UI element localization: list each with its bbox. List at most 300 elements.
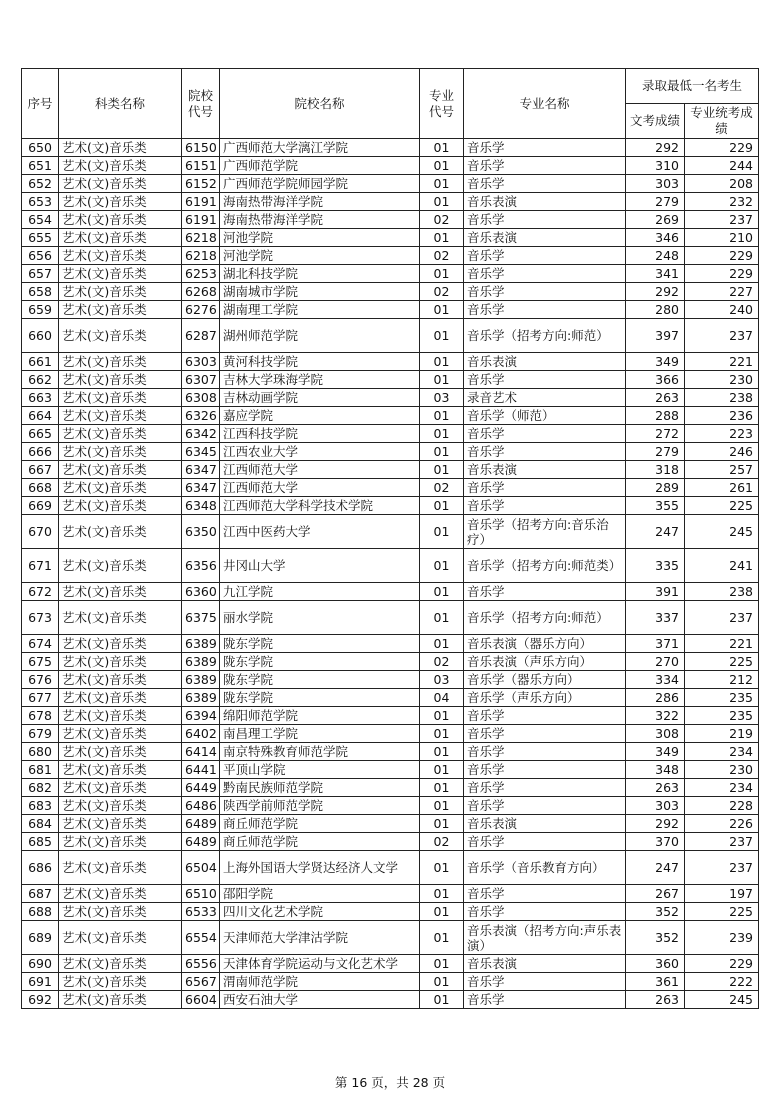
- cell-pro-score: 208: [685, 175, 759, 193]
- cell-school-name: 江西中医药大学: [220, 515, 420, 549]
- cell-seq: 665: [22, 425, 59, 443]
- cell-major-name: 音乐表演: [464, 461, 626, 479]
- cell-school-name: 湖南理工学院: [220, 301, 420, 319]
- cell-category: 艺术(文)音乐类: [59, 497, 182, 515]
- cell-category: 艺术(文)音乐类: [59, 635, 182, 653]
- cell-major-name: 音乐学: [464, 973, 626, 991]
- table-row: [22, 425, 759, 443]
- cell-pro-score: 239: [685, 921, 759, 955]
- cell-major-code: 01: [420, 371, 464, 389]
- table-row: [22, 815, 759, 833]
- cell-culture-score: 269: [626, 211, 685, 229]
- cell-school-name: 河池学院: [220, 229, 420, 247]
- cell-seq: 673: [22, 601, 59, 635]
- cell-school-name: 九江学院: [220, 583, 420, 601]
- cell-category: 艺术(文)音乐类: [59, 389, 182, 407]
- cell-school-name: 海南热带海洋学院: [220, 193, 420, 211]
- cell-category: 艺术(文)音乐类: [59, 955, 182, 973]
- cell-culture-score: 318: [626, 461, 685, 479]
- cell-major-name: 音乐表演: [464, 353, 626, 371]
- cell-school-name: 吉林大学珠海学院: [220, 371, 420, 389]
- cell-category: 艺术(文)音乐类: [59, 479, 182, 497]
- cell-major-name: 音乐学（师范）: [464, 407, 626, 425]
- cell-major-code: 02: [420, 211, 464, 229]
- cell-culture-score: 370: [626, 833, 685, 851]
- cell-major-code: 01: [420, 407, 464, 425]
- cell-seq: 654: [22, 211, 59, 229]
- cell-school-code: 6414: [182, 743, 220, 761]
- cell-category: 艺术(文)音乐类: [59, 885, 182, 903]
- cell-seq: 658: [22, 283, 59, 301]
- table-row: [22, 601, 759, 635]
- cell-seq: 679: [22, 725, 59, 743]
- cell-school-code: 6151: [182, 157, 220, 175]
- header-culture-score: 文考成绩: [626, 104, 685, 139]
- cell-culture-score: 247: [626, 851, 685, 885]
- cell-major-name: 音乐表演: [464, 955, 626, 973]
- cell-major-code: 01: [420, 743, 464, 761]
- cell-category: 艺术(文)音乐类: [59, 743, 182, 761]
- cell-school-code: 6348: [182, 497, 220, 515]
- table-row: [22, 443, 759, 461]
- table-row: [22, 283, 759, 301]
- cell-major-code: 01: [420, 193, 464, 211]
- cell-school-name: 陇东学院: [220, 671, 420, 689]
- table-row: [22, 903, 759, 921]
- cell-major-code: 01: [420, 175, 464, 193]
- cell-culture-score: 263: [626, 991, 685, 1009]
- cell-school-name: 四川文化艺术学院: [220, 903, 420, 921]
- cell-major-name: 音乐学: [464, 425, 626, 443]
- table-row: [22, 635, 759, 653]
- cell-culture-score: 272: [626, 425, 685, 443]
- cell-seq: 670: [22, 515, 59, 549]
- cell-school-code: 6389: [182, 689, 220, 707]
- cell-major-code: 04: [420, 689, 464, 707]
- cell-seq: 678: [22, 707, 59, 725]
- cell-category: 艺术(文)音乐类: [59, 689, 182, 707]
- cell-school-name: 天津师范大学津沽学院: [220, 921, 420, 955]
- cell-major-code: 03: [420, 671, 464, 689]
- table-row: [22, 175, 759, 193]
- cell-seq: 662: [22, 371, 59, 389]
- cell-school-code: 6218: [182, 247, 220, 265]
- cell-culture-score: 341: [626, 265, 685, 283]
- cell-school-code: 6152: [182, 175, 220, 193]
- table-row: [22, 851, 759, 885]
- cell-major-name: 音乐学: [464, 761, 626, 779]
- header-school-name: 院校名称: [220, 69, 420, 139]
- cell-category: 艺术(文)音乐类: [59, 371, 182, 389]
- cell-major-name: 音乐学（招考方向:师范类）: [464, 549, 626, 583]
- cell-major-code: 02: [420, 833, 464, 851]
- cell-category: 艺术(文)音乐类: [59, 443, 182, 461]
- cell-school-code: 6389: [182, 635, 220, 653]
- header-min-score-group: 录取最低一名考生: [626, 69, 759, 104]
- cell-major-code: 01: [420, 955, 464, 973]
- cell-school-code: 6268: [182, 283, 220, 301]
- cell-major-name: 音乐表演: [464, 193, 626, 211]
- cell-pro-score: 226: [685, 815, 759, 833]
- cell-school-name: 天津体育学院运动与文化艺术学: [220, 955, 420, 973]
- cell-major-code: 01: [420, 515, 464, 549]
- cell-seq: 688: [22, 903, 59, 921]
- cell-seq: 672: [22, 583, 59, 601]
- cell-culture-score: 270: [626, 653, 685, 671]
- cell-seq: 687: [22, 885, 59, 903]
- cell-culture-score: 335: [626, 549, 685, 583]
- cell-culture-score: 289: [626, 479, 685, 497]
- table-row: [22, 885, 759, 903]
- table-row: [22, 653, 759, 671]
- cell-school-name: 江西农业大学: [220, 443, 420, 461]
- cell-school-code: 6150: [182, 139, 220, 157]
- cell-pro-score: 245: [685, 991, 759, 1009]
- cell-school-code: 6307: [182, 371, 220, 389]
- header-category: 科类名称: [59, 69, 182, 139]
- table-row: [22, 407, 759, 425]
- cell-major-name: 音乐学（器乐方向）: [464, 671, 626, 689]
- cell-pro-score: 245: [685, 515, 759, 549]
- cell-culture-score: 247: [626, 515, 685, 549]
- cell-major-code: 01: [420, 601, 464, 635]
- cell-school-code: 6356: [182, 549, 220, 583]
- cell-pro-score: 237: [685, 833, 759, 851]
- cell-major-code: 01: [420, 761, 464, 779]
- cell-school-name: 广西师范大学漓江学院: [220, 139, 420, 157]
- table-row: [22, 139, 759, 157]
- cell-major-name: 音乐学: [464, 211, 626, 229]
- table-row: [22, 689, 759, 707]
- cell-school-name: 渭南师范学院: [220, 973, 420, 991]
- cell-school-name: 陇东学院: [220, 635, 420, 653]
- cell-seq: 686: [22, 851, 59, 885]
- cell-major-code: 01: [420, 815, 464, 833]
- cell-category: 艺术(文)音乐类: [59, 515, 182, 549]
- cell-category: 艺术(文)音乐类: [59, 461, 182, 479]
- cell-school-code: 6402: [182, 725, 220, 743]
- cell-major-code: 02: [420, 479, 464, 497]
- cell-category: 艺术(文)音乐类: [59, 797, 182, 815]
- cell-school-code: 6347: [182, 461, 220, 479]
- cell-pro-score: 261: [685, 479, 759, 497]
- cell-pro-score: 210: [685, 229, 759, 247]
- cell-culture-score: 355: [626, 497, 685, 515]
- cell-category: 艺术(文)音乐类: [59, 283, 182, 301]
- cell-category: 艺术(文)音乐类: [59, 991, 182, 1009]
- cell-school-code: 6360: [182, 583, 220, 601]
- cell-school-code: 6345: [182, 443, 220, 461]
- cell-category: 艺术(文)音乐类: [59, 851, 182, 885]
- cell-culture-score: 308: [626, 725, 685, 743]
- cell-culture-score: 346: [626, 229, 685, 247]
- cell-school-code: 6303: [182, 353, 220, 371]
- cell-school-code: 6350: [182, 515, 220, 549]
- header-major-name: 专业名称: [464, 69, 626, 139]
- cell-school-name: 绵阳师范学院: [220, 707, 420, 725]
- cell-school-code: 6394: [182, 707, 220, 725]
- cell-culture-score: 348: [626, 761, 685, 779]
- cell-pro-score: 246: [685, 443, 759, 461]
- cell-school-name: 陇东学院: [220, 653, 420, 671]
- cell-category: 艺术(文)音乐类: [59, 319, 182, 353]
- table-row: [22, 301, 759, 319]
- cell-school-code: 6504: [182, 851, 220, 885]
- table-row: [22, 671, 759, 689]
- cell-major-name: 音乐学: [464, 885, 626, 903]
- cell-category: 艺术(文)音乐类: [59, 653, 182, 671]
- cell-culture-score: 361: [626, 973, 685, 991]
- cell-category: 艺术(文)音乐类: [59, 139, 182, 157]
- cell-culture-score: 334: [626, 671, 685, 689]
- cell-culture-score: 292: [626, 139, 685, 157]
- cell-category: 艺术(文)音乐类: [59, 229, 182, 247]
- cell-major-name: 音乐学: [464, 443, 626, 461]
- cell-pro-score: 229: [685, 955, 759, 973]
- cell-category: 艺术(文)音乐类: [59, 425, 182, 443]
- table-row: [22, 743, 759, 761]
- cell-school-name: 河池学院: [220, 247, 420, 265]
- cell-culture-score: 303: [626, 175, 685, 193]
- cell-pro-score: 238: [685, 389, 759, 407]
- cell-category: 艺术(文)音乐类: [59, 193, 182, 211]
- cell-major-name: 音乐学: [464, 479, 626, 497]
- cell-category: 艺术(文)音乐类: [59, 301, 182, 319]
- cell-major-code: 01: [420, 443, 464, 461]
- cell-pro-score: 223: [685, 425, 759, 443]
- table-row: [22, 229, 759, 247]
- cell-category: 艺术(文)音乐类: [59, 833, 182, 851]
- cell-major-code: 01: [420, 707, 464, 725]
- cell-major-name: 音乐学: [464, 497, 626, 515]
- cell-major-name: 音乐学: [464, 247, 626, 265]
- cell-major-name: 音乐学: [464, 283, 626, 301]
- cell-school-name: 江西师范大学: [220, 461, 420, 479]
- cell-pro-score: 221: [685, 353, 759, 371]
- cell-major-code: 01: [420, 301, 464, 319]
- cell-major-name: 音乐学: [464, 779, 626, 797]
- cell-seq: 653: [22, 193, 59, 211]
- cell-seq: 668: [22, 479, 59, 497]
- cell-major-name: 音乐学: [464, 157, 626, 175]
- cell-seq: 656: [22, 247, 59, 265]
- cell-seq: 650: [22, 139, 59, 157]
- cell-seq: 675: [22, 653, 59, 671]
- cell-school-name: 丽水学院: [220, 601, 420, 635]
- cell-major-code: 01: [420, 885, 464, 903]
- cell-major-code: 01: [420, 353, 464, 371]
- cell-pro-score: 237: [685, 851, 759, 885]
- cell-school-name: 海南热带海洋学院: [220, 211, 420, 229]
- cell-major-code: 01: [420, 903, 464, 921]
- cell-school-code: 6326: [182, 407, 220, 425]
- cell-major-code: 02: [420, 247, 464, 265]
- cell-major-code: 01: [420, 425, 464, 443]
- table-row: [22, 549, 759, 583]
- cell-culture-score: 397: [626, 319, 685, 353]
- cell-major-code: 01: [420, 157, 464, 175]
- cell-culture-score: 360: [626, 955, 685, 973]
- cell-seq: 674: [22, 635, 59, 653]
- table-row: [22, 193, 759, 211]
- cell-seq: 683: [22, 797, 59, 815]
- cell-culture-score: 303: [626, 797, 685, 815]
- cell-pro-score: 235: [685, 689, 759, 707]
- cell-major-name: 音乐学: [464, 301, 626, 319]
- cell-school-name: 平顶山学院: [220, 761, 420, 779]
- cell-major-name: 音乐学: [464, 707, 626, 725]
- cell-major-code: 01: [420, 549, 464, 583]
- cell-major-name: 音乐学: [464, 371, 626, 389]
- cell-school-code: 6375: [182, 601, 220, 635]
- table-row: [22, 515, 759, 549]
- table-row: [22, 211, 759, 229]
- cell-major-name: 音乐表演（招考方向:声乐表演）: [464, 921, 626, 955]
- cell-culture-score: 349: [626, 743, 685, 761]
- cell-major-code: 01: [420, 635, 464, 653]
- cell-pro-score: 238: [685, 583, 759, 601]
- cell-culture-score: 322: [626, 707, 685, 725]
- cell-culture-score: 263: [626, 779, 685, 797]
- cell-school-name: 江西科技学院: [220, 425, 420, 443]
- cell-pro-score: 225: [685, 903, 759, 921]
- cell-major-name: 音乐学（音乐教育方向）: [464, 851, 626, 885]
- cell-school-code: 6449: [182, 779, 220, 797]
- header-pro-score: 专业统考成绩: [685, 104, 759, 139]
- cell-major-code: 01: [420, 851, 464, 885]
- cell-school-code: 6533: [182, 903, 220, 921]
- cell-school-name: 黔南民族师范学院: [220, 779, 420, 797]
- cell-major-name: 音乐表演: [464, 229, 626, 247]
- cell-pro-score: 212: [685, 671, 759, 689]
- cell-major-name: 音乐学（招考方向:师范）: [464, 319, 626, 353]
- cell-category: 艺术(文)音乐类: [59, 761, 182, 779]
- cell-culture-score: 292: [626, 283, 685, 301]
- cell-school-code: 6191: [182, 211, 220, 229]
- cell-culture-score: 280: [626, 301, 685, 319]
- cell-school-code: 6489: [182, 815, 220, 833]
- cell-pro-score: 237: [685, 319, 759, 353]
- cell-category: 艺术(文)音乐类: [59, 707, 182, 725]
- cell-culture-score: 310: [626, 157, 685, 175]
- cell-school-code: 6567: [182, 973, 220, 991]
- table-row: [22, 461, 759, 479]
- cell-culture-score: 288: [626, 407, 685, 425]
- cell-school-name: 江西师范大学: [220, 479, 420, 497]
- cell-major-name: 音乐学: [464, 725, 626, 743]
- cell-major-name: 音乐学: [464, 903, 626, 921]
- table-row: [22, 707, 759, 725]
- cell-seq: 671: [22, 549, 59, 583]
- table-row: [22, 389, 759, 407]
- page-footer: 第 16 页，共 28 页: [334, 1075, 446, 1090]
- cell-school-name: 陇东学院: [220, 689, 420, 707]
- table-row: [22, 921, 759, 955]
- cell-seq: 681: [22, 761, 59, 779]
- cell-school-code: 6287: [182, 319, 220, 353]
- cell-culture-score: 292: [626, 815, 685, 833]
- cell-category: 艺术(文)音乐类: [59, 779, 182, 797]
- cell-pro-score: 225: [685, 653, 759, 671]
- cell-school-name: 江西师范大学科学技术学院: [220, 497, 420, 515]
- cell-major-name: 音乐学: [464, 797, 626, 815]
- cell-major-code: 02: [420, 653, 464, 671]
- table-row: [22, 157, 759, 175]
- cell-seq: 664: [22, 407, 59, 425]
- cell-major-code: 01: [420, 779, 464, 797]
- header-school-code: 院校代号: [182, 69, 220, 139]
- cell-school-name: 湖州师范学院: [220, 319, 420, 353]
- cell-pro-score: 257: [685, 461, 759, 479]
- cell-major-code: 03: [420, 389, 464, 407]
- cell-school-name: 嘉应学院: [220, 407, 420, 425]
- cell-major-code: 01: [420, 265, 464, 283]
- cell-school-name: 邵阳学院: [220, 885, 420, 903]
- cell-major-code: 01: [420, 921, 464, 955]
- cell-seq: 692: [22, 991, 59, 1009]
- cell-culture-score: 371: [626, 635, 685, 653]
- cell-school-code: 6489: [182, 833, 220, 851]
- cell-seq: 691: [22, 973, 59, 991]
- cell-category: 艺术(文)音乐类: [59, 247, 182, 265]
- cell-culture-score: 391: [626, 583, 685, 601]
- cell-category: 艺术(文)音乐类: [59, 549, 182, 583]
- cell-school-name: 吉林动画学院: [220, 389, 420, 407]
- table-row: [22, 583, 759, 601]
- cell-major-name: 音乐学: [464, 139, 626, 157]
- cell-major-name: 音乐学: [464, 991, 626, 1009]
- cell-pro-score: 241: [685, 549, 759, 583]
- cell-major-name: 音乐学: [464, 743, 626, 761]
- cell-school-name: 井冈山大学: [220, 549, 420, 583]
- cell-major-code: 01: [420, 583, 464, 601]
- cell-school-name: 黄河科技学院: [220, 353, 420, 371]
- cell-school-name: 商丘师范学院: [220, 815, 420, 833]
- cell-pro-score: 230: [685, 371, 759, 389]
- cell-seq: 682: [22, 779, 59, 797]
- cell-seq: 661: [22, 353, 59, 371]
- cell-pro-score: 197: [685, 885, 759, 903]
- table-row: [22, 265, 759, 283]
- cell-major-code: 01: [420, 319, 464, 353]
- cell-category: 艺术(文)音乐类: [59, 157, 182, 175]
- cell-category: 艺术(文)音乐类: [59, 353, 182, 371]
- cell-school-name: 上海外国语大学贤达经济人文学: [220, 851, 420, 885]
- table-row: [22, 761, 759, 779]
- cell-culture-score: 279: [626, 193, 685, 211]
- cell-category: 艺术(文)音乐类: [59, 211, 182, 229]
- cell-culture-score: 267: [626, 885, 685, 903]
- cell-pro-score: 234: [685, 779, 759, 797]
- cell-seq: 660: [22, 319, 59, 353]
- cell-school-code: 6604: [182, 991, 220, 1009]
- cell-school-name: 广西师范学院师园学院: [220, 175, 420, 193]
- cell-pro-score: 236: [685, 407, 759, 425]
- cell-category: 艺术(文)音乐类: [59, 671, 182, 689]
- cell-culture-score: 286: [626, 689, 685, 707]
- cell-pro-score: 221: [685, 635, 759, 653]
- cell-school-code: 6308: [182, 389, 220, 407]
- table-body: [22, 139, 759, 1009]
- cell-major-code: 01: [420, 461, 464, 479]
- cell-major-name: 音乐学: [464, 265, 626, 283]
- cell-school-code: 6276: [182, 301, 220, 319]
- cell-culture-score: 352: [626, 903, 685, 921]
- cell-seq: 663: [22, 389, 59, 407]
- cell-pro-score: 225: [685, 497, 759, 515]
- cell-school-name: 湖南城市学院: [220, 283, 420, 301]
- table-row: [22, 479, 759, 497]
